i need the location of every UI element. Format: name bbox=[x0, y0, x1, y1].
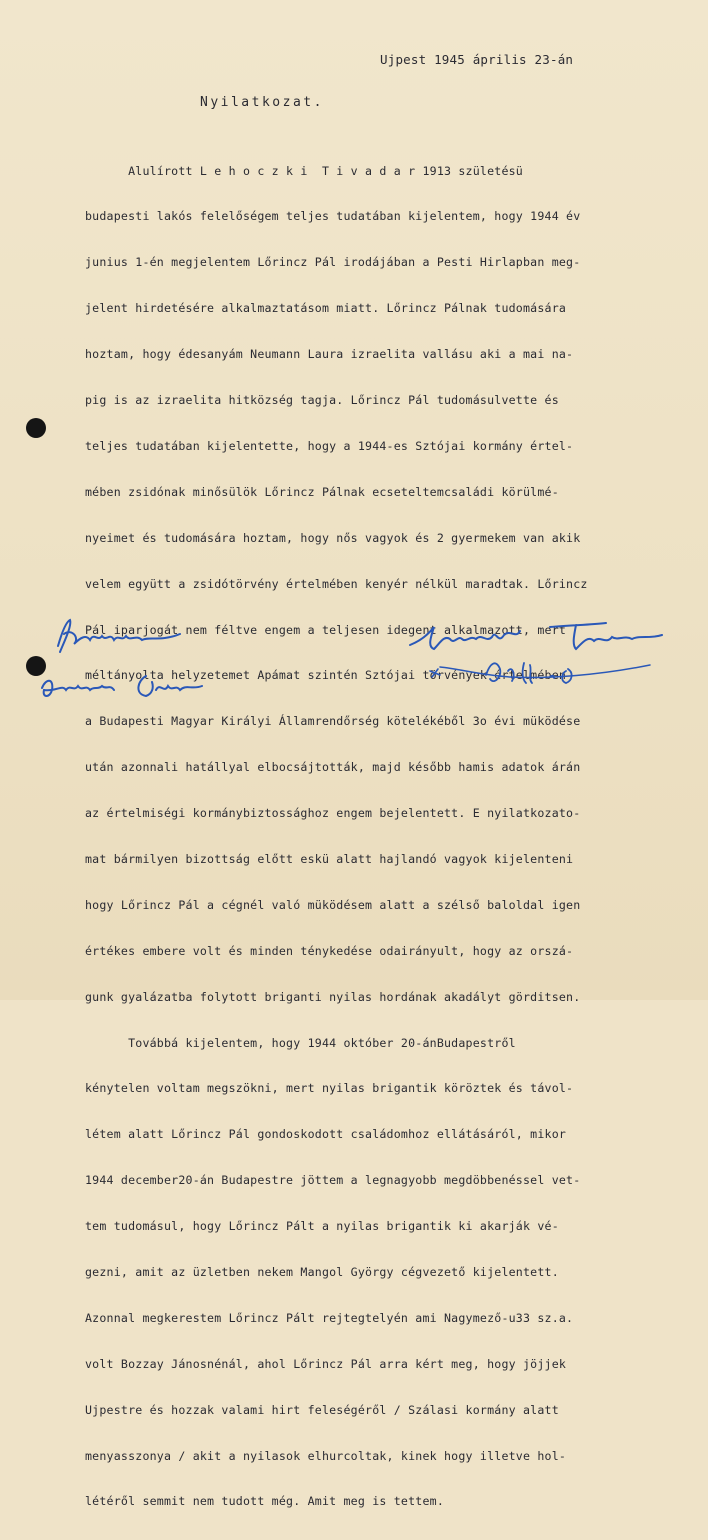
body-line: Azonnal megkerestem Lőrincz Pált rejtegtelyén ami Nagymező-u33 sz.a. bbox=[85, 1310, 574, 1325]
body-line: gunk gyalázatba folytott briganti nyilas hordának akadályt görditsen. bbox=[85, 989, 581, 1004]
witness-signature-2 bbox=[36, 660, 226, 710]
document-body bbox=[85, 133, 588, 1540]
body-line: volt Bozzay Jánosnénál, ahol Lőrincz Pál arra kért meg, hogy jöjjek bbox=[85, 1356, 567, 1371]
body-line: az értelmiségi kormánybiztossághoz engem bejelentett. E nyilatkozato- bbox=[85, 806, 581, 821]
body-line: Továbbá kijelentem, hogy 1944 október 20-ánBudapestről bbox=[85, 1035, 516, 1050]
body-line: pig is az izraelita hitközség tagja. Lőrincz Pál tudomásulvette és bbox=[85, 393, 559, 408]
body-line: gezni, amit az üzletben nekem Mangol György cégvezető kijelentett. bbox=[85, 1264, 559, 1279]
body-line: budapesti lakós felelőségem teljes tudatában kijelentem, hogy 1944 év bbox=[85, 209, 581, 224]
punch-hole bbox=[26, 418, 46, 438]
body-line: létéről semmit nem tudott még. Amit meg is tettem. bbox=[85, 1494, 445, 1509]
body-line: a Budapesti Magyar Királyi Államrendőrség kötelékéből 3o évi müködése bbox=[85, 714, 581, 729]
body-line: menyasszonya / akit a nyilasok elhurcoltak, kinek hogy illetve hol- bbox=[85, 1448, 567, 1463]
document-heading: Nyilatkozat. bbox=[200, 95, 324, 110]
body-line: létem alatt Lőrincz Pál gondoskodott családomhoz ellátásáról, mikor bbox=[85, 1127, 567, 1142]
body-line: mat bármilyen bizottság előtt eskü alatt hajlandó vagyok kijelenteni bbox=[85, 851, 574, 866]
body-line: nyeimet és tudomására hoztam, hogy nős vagyok és 2 gyermekem van akik bbox=[85, 530, 581, 545]
body-line: Alulírott L e h o c z k i T i v a d a r 1913 születésü bbox=[85, 163, 523, 178]
body-line: 1944 december20-án Budapestre jöttem a legnagyobb megdöbbenéssel vet- bbox=[85, 1173, 581, 1188]
body-line: után azonnali hatállyal elbocsájtották, majd később hamis adatok árán bbox=[85, 760, 581, 775]
body-line: junius 1-én megjelentem Lőrincz Pál irodájában a Pesti Hirlapban meg- bbox=[85, 255, 581, 270]
body-line: Pál iparjogát nem féltve engem a teljesen idegent alkalmazott, mert bbox=[85, 622, 567, 637]
witness-signature-1 bbox=[50, 612, 220, 662]
body-line: hoztam, hogy édesanyám Neumann Laura izraelita vallásu aki a mai na- bbox=[85, 347, 574, 362]
body-line: kénytelen voltam megszökni, mert nyilas brigantik köröztek és távol- bbox=[85, 1081, 574, 1096]
body-line: tem tudomásul, hogy Lőrincz Pált a nyilas brigantik ki akarják vé- bbox=[85, 1219, 559, 1234]
declarant-signature bbox=[400, 605, 680, 700]
body-line: Ujpestre és hozzak valami hirt feleségéről / Szálasi kormány alatt bbox=[85, 1402, 559, 1417]
body-line: velem együtt a zsidótörvény értelmében kenyér nélkül maradtak. Lőrincz bbox=[85, 576, 588, 591]
document-date: Ujpest 1945 április 23-án bbox=[380, 52, 574, 67]
body-line: teljes tudatában kijelentette, hogy a 1944-es Sztójai kormány értel- bbox=[85, 438, 574, 453]
body-line: hogy Lőrincz Pál a cégnél való müködésem alatt a szélső baloldal igen bbox=[85, 897, 581, 912]
body-line: értékes embere volt és minden ténykedése odairányult, hogy az orszá- bbox=[85, 943, 574, 958]
body-line: mében zsidónak minősülök Lőrincz Pálnak ecseteltemcsaládi körülmé- bbox=[85, 484, 559, 499]
body-line: méltányolta helyzetemet Apámat szintén Sztójai törvények értelmében bbox=[85, 668, 567, 683]
body-line: jelent hirdetésére alkalmaztatásom miatt. Lőrincz Pálnak tudomására bbox=[85, 301, 567, 316]
